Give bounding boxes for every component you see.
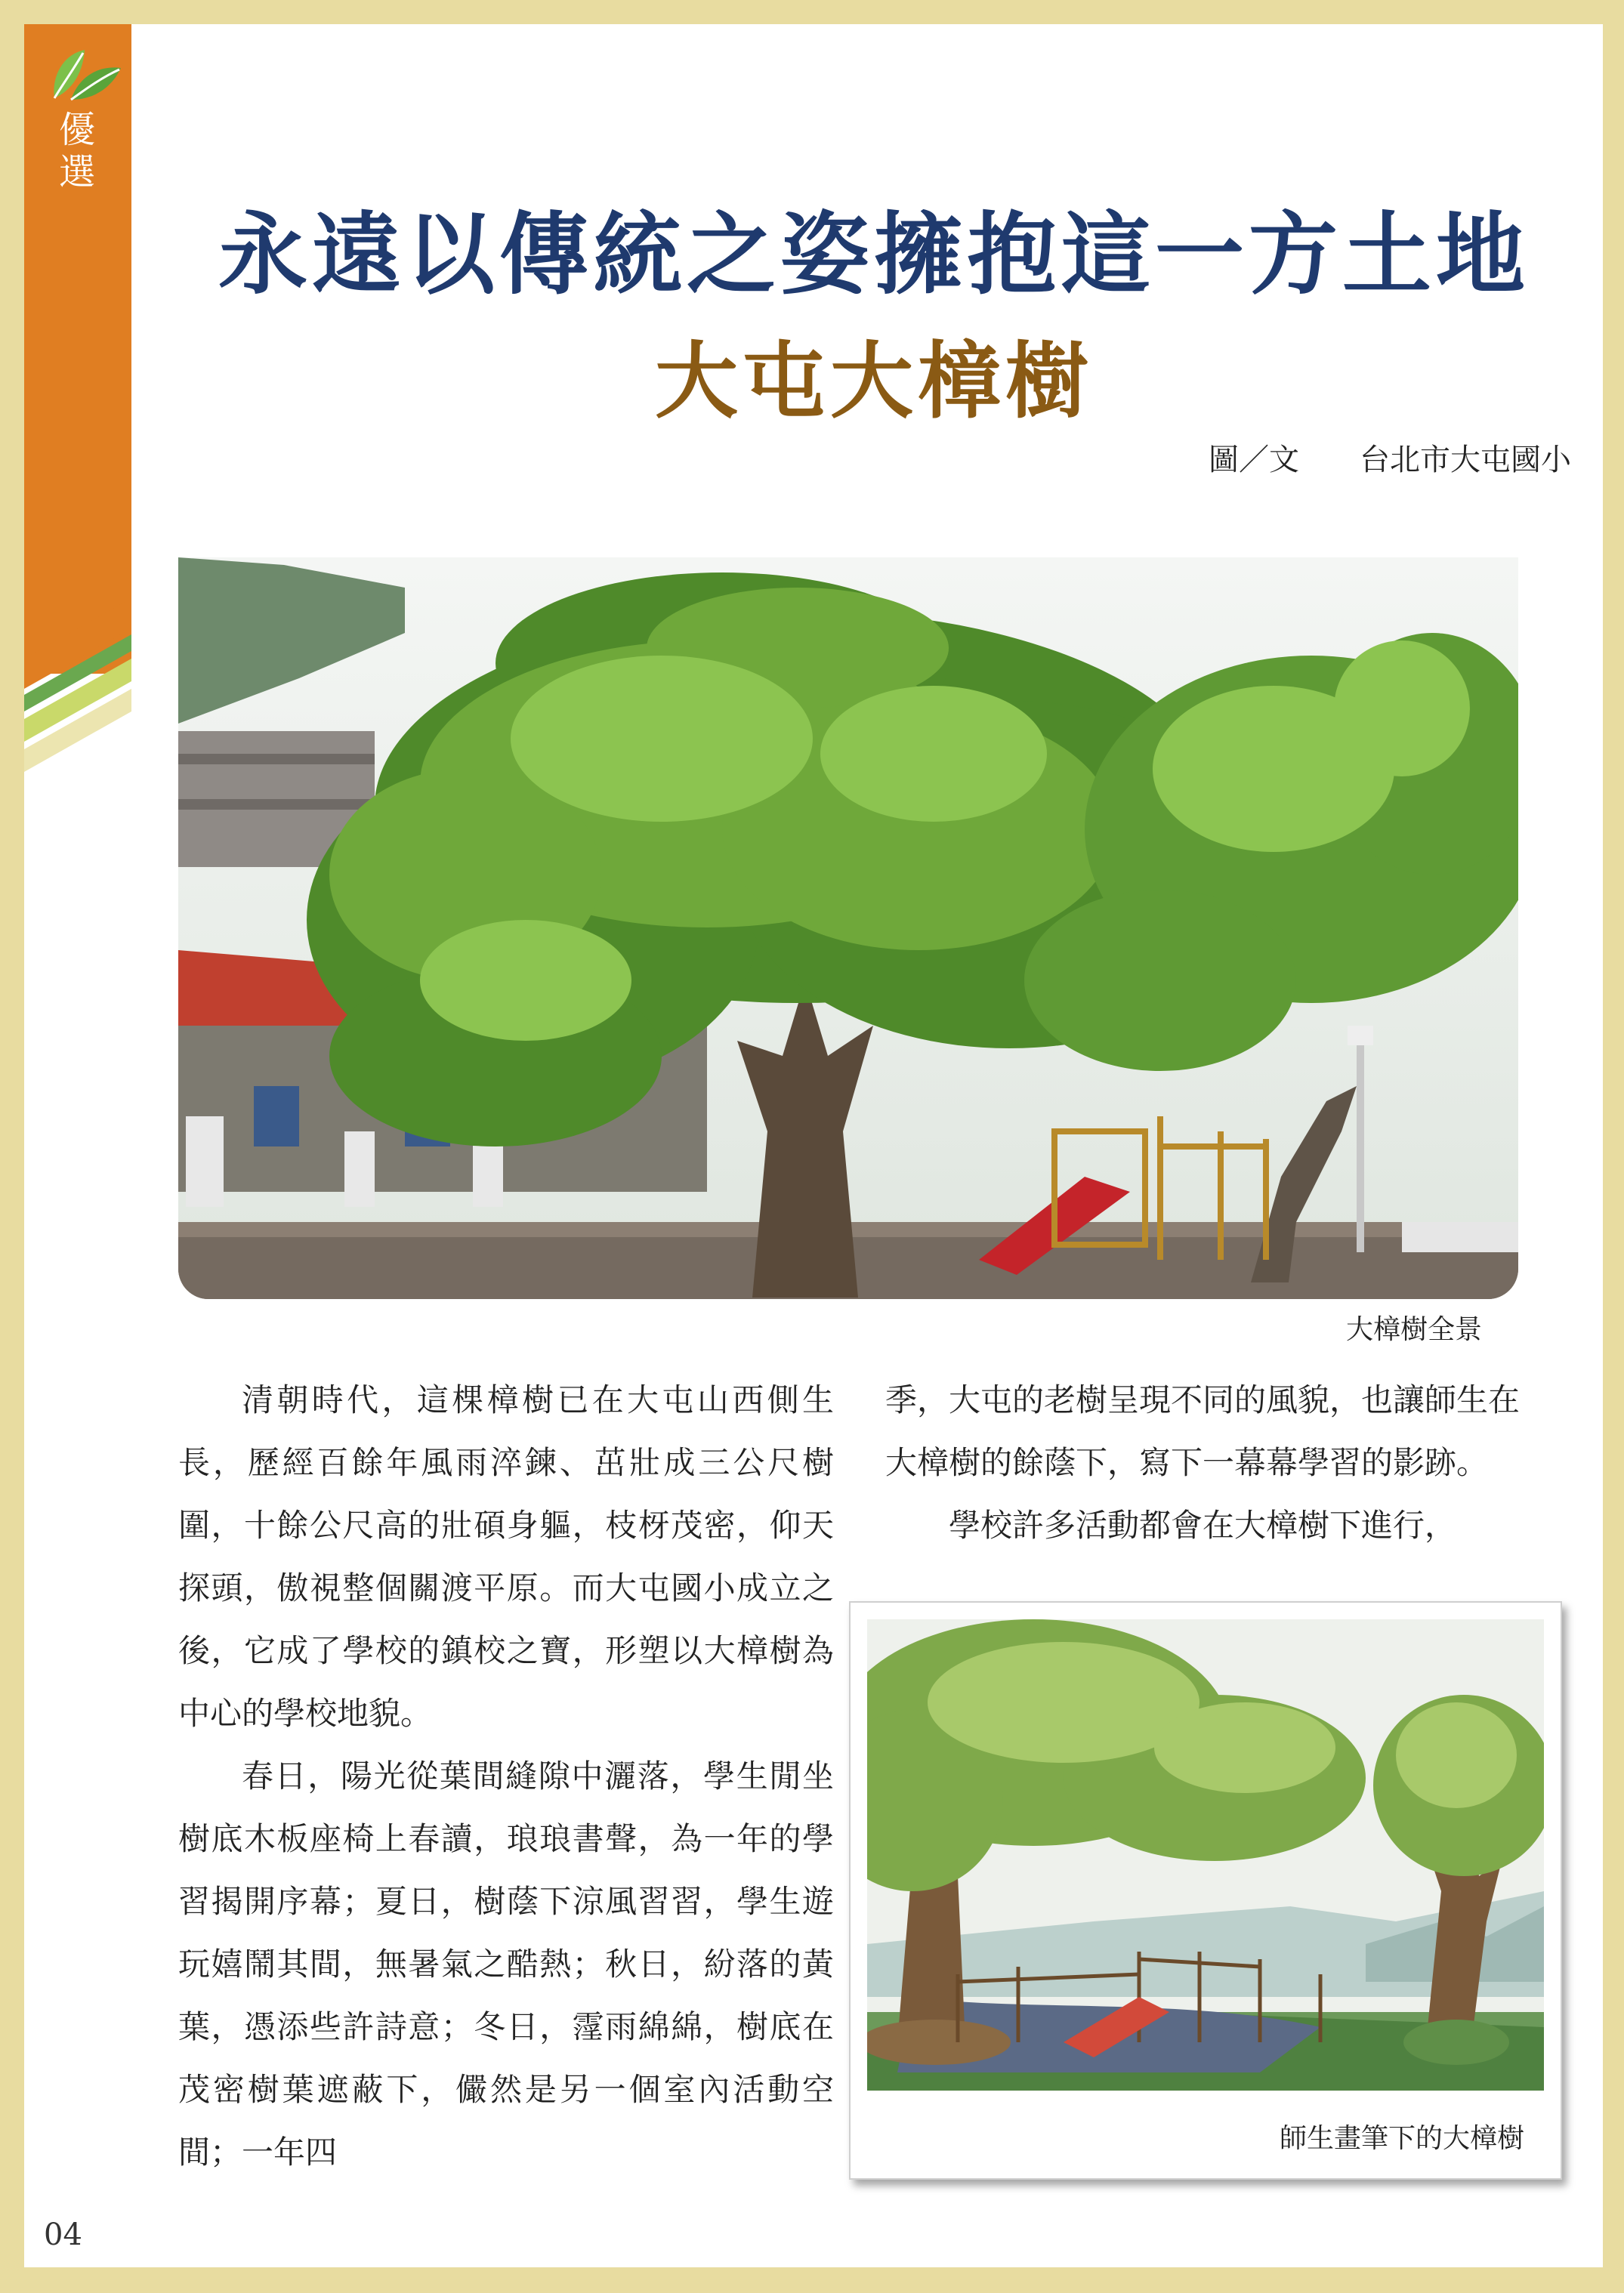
article-subtitle: 大屯大樟樹	[655, 332, 1093, 430]
page	[24, 24, 1603, 2267]
photo-caption: 大樟樹全景	[1345, 1314, 1482, 1345]
page-number: 04	[44, 2217, 82, 2252]
leaf-icon	[48, 45, 124, 103]
tree-photo	[178, 557, 1518, 1299]
body-column-left	[178, 1369, 834, 2183]
decorative-stripes	[24, 598, 137, 795]
paragraph: 清朝時代，這棵樟樹已在大屯山西側生長，歷經百餘年風雨淬鍊、茁壯成三公尺樹圍，十餘公尺高的壯碩身軀，枝枒茂密，仰天探頭，傲視整個關渡平原。而大屯國小成立之後，它成了學校的鎮校之寶，形塑以大樟樹為中心的學校地貌。	[178, 1381, 834, 1732]
section-band	[24, 24, 131, 674]
byline: 圖／文 台北市大屯國小	[1209, 443, 1571, 477]
painting-figure	[849, 1601, 1562, 2180]
body-column-right	[885, 1369, 1520, 1557]
painting-caption: 師生畫筆下的大樟樹	[1279, 2123, 1524, 2154]
paragraph: 學校許多活動都會在大樟樹下進行，	[949, 1507, 1457, 1544]
paragraph: 春日，陽光從葉間縫隙中灑落，學生閒坐樹底木板座椅上春讀，琅琅書聲，為一年的學習揭開序幕；夏日，樹蔭下涼風習習，學生遊玩嬉鬧其間，無暑氣之酷熱；秋日，紛落的黃葉，憑添些許詩意；冬日，霪雨綿綿，樹底在茂密樹葉遮蔽下，儼然是另一個室內活動空間；一年四	[178, 1758, 834, 2171]
paragraph: 季，大屯的老樹呈現不同的風貌，也讓師生在大樟樹的餘蔭下，寫下一幕幕學習的影跡。	[885, 1381, 1521, 1481]
section-tag: 優選	[58, 109, 95, 193]
article-title: 永遠以傳統之姿擁抱這一方土地	[218, 202, 1530, 307]
tree-painting	[867, 1619, 1544, 2091]
